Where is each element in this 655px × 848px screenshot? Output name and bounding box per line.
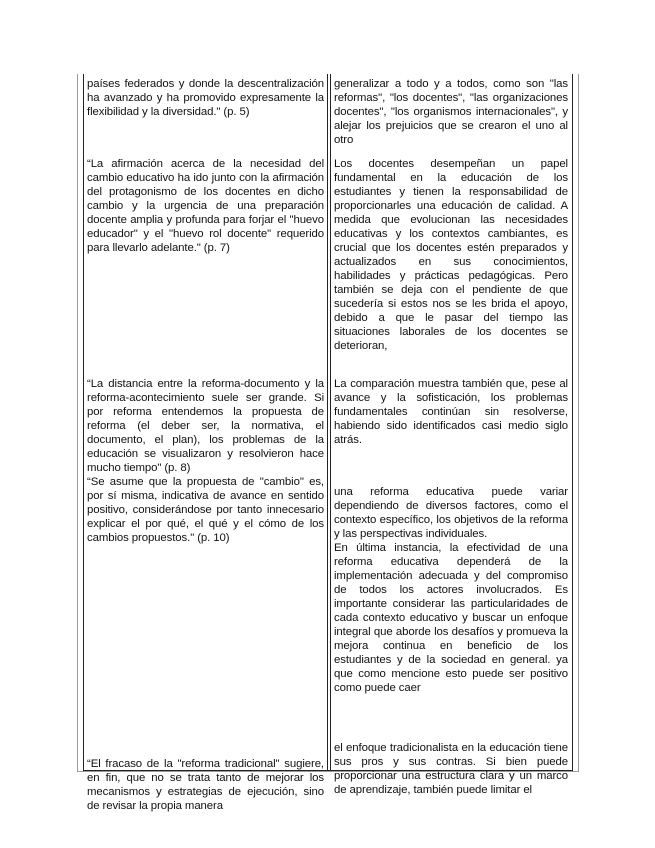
quote-paragraph: países federados y donde la descentralización ha avanzado y ha promovido expresamente la flexibilidad y la diversidad." (p. 5) bbox=[87, 78, 324, 118]
quote-paragraph: “La distancia entre la reforma-documento y la reforma-acontecimiento suele ser grande. Si por reforma entendemos la propuesta de reforma (el deber ser, la normativa, el documento, el plan), los problemas de la educación se visualizaron y resolvieron hace mucho tiempo" (p. 8) bbox=[87, 378, 324, 474]
quote-paragraph: “La afirmación acerca de la necesidad del cambio educativo ha ido junto con la afirmación del protagonismo de los docentes en dicho cambio y la urgencia de una preparación docente amplia y profunda para forjar el "huevo educador" y el "huevo rol docente" requerido para llevarlo adelante." (p. 7) bbox=[87, 158, 324, 254]
comments-column bbox=[334, 74, 568, 796]
table-border-left bbox=[83, 74, 84, 770]
column-divider bbox=[327, 74, 328, 770]
comment-paragraph: una reforma educativa puede variar dependiendo de diversos factores, como el contexto específico, los objetivos de la reforma y las perspectivas individuales. bbox=[334, 486, 568, 540]
quotes-column bbox=[87, 74, 324, 812]
quote-paragraph: “El fracaso de la "reforma tradicional" sugiere, en fin, que no se trata tanto de mejorar los mecanismos y estrategias de ejecución, sino de revisar la propia manera bbox=[87, 758, 324, 812]
comment-paragraph: La comparación muestra también que, pese al avance y la sofisticación, los problemas fundamentales continúan sin resolverse, habiendo sido identificados casi medio siglo atrás. bbox=[334, 378, 568, 446]
table-border-right bbox=[572, 74, 573, 770]
comment-paragraph: generalizar a todo y a todos, como son "las reformas", "los docentes", "las organizaciones docentes", "los organismos internacionales", y alejar los prejuicios que se crearon el uno al otro bbox=[334, 78, 568, 146]
comment-paragraph: En última instancia, la efectividad de una reforma educativa dependerá de la implementación adecuada y del compromiso de todos los actores involucrados. Es importante considerar las particularidades de cada contexto educativo y buscar un enfoque integral que aborde los desafíos y promueva la mejora continua en beneficio de los estudiantes y de la sociedad en general. ya que como mencione esto puede ser positivo como puede caer bbox=[334, 542, 568, 694]
comment-paragraph: el enfoque tradicionalista en la educación tiene sus pros y sus contras. Si bien puede proporcionar una estructura clara y un marco de aprendizaje, también puede limitar el bbox=[334, 742, 568, 796]
column-divider bbox=[330, 74, 331, 770]
comment-paragraph: Los docentes desempeñan un papel fundamental en la educación de los estudiantes y tienen la responsabilidad de proporcionarles una educación de calidad. A medida que evolucionan las necesidades educativas y los contextos cambiantes, es crucial que los docentes estén preparados y actualizados en sus conocimientos, habilidades y prácticas pedagógicas. Pero también se deja con el pendiente de que sucedería si estos nos se les brida el apoyo, debido a que le pasar del tiempo las situaciones laborales de los docentes se deterioran, bbox=[334, 158, 568, 352]
quote-paragraph: “Se asume que la propuesta de "cambio" es, por sí misma, indicativa de avance en sentido positivo, considerándose por tanto innecesario explicar el por qué, el qué y el cómo de los cambios propuestos." (p. 10) bbox=[87, 476, 324, 544]
